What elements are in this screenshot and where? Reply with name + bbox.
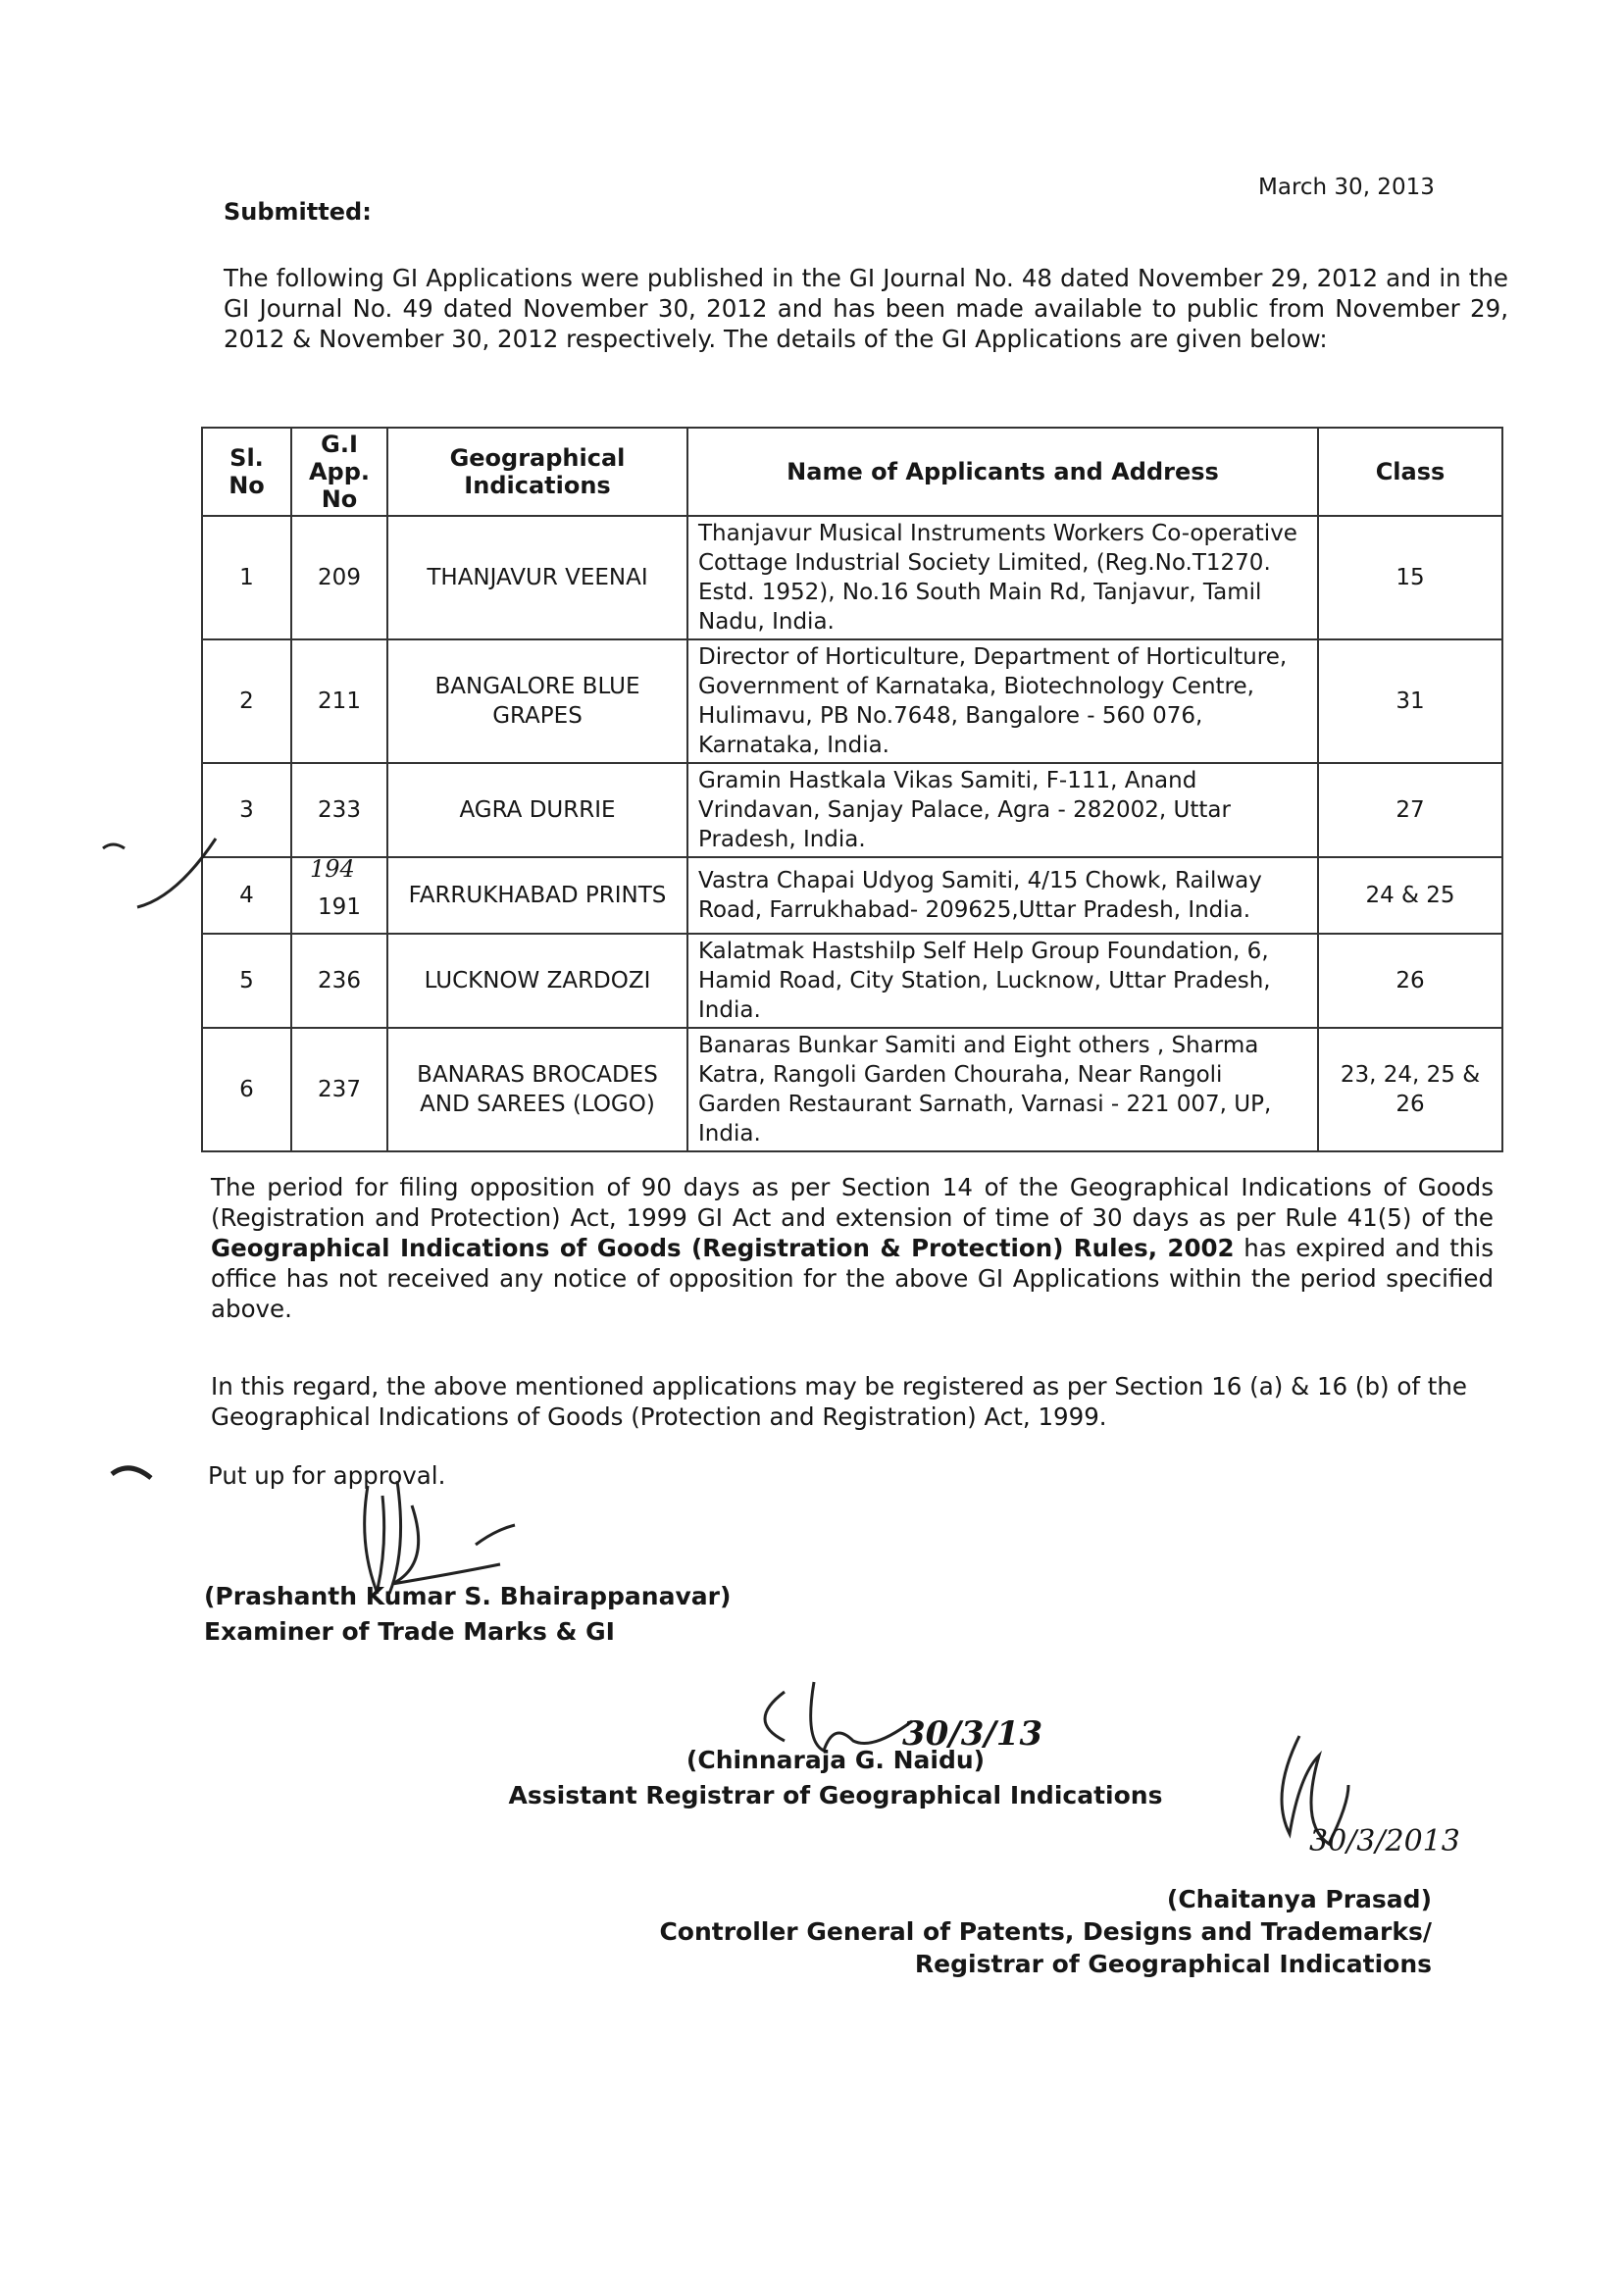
cell-gi: THANJAVUR VEENAI	[387, 516, 687, 639]
cell-gi: LUCKNOW ZARDOZI	[387, 934, 687, 1028]
cell-gi: FARRUKHABAD PRINTS	[387, 857, 687, 934]
cell-app: 237	[291, 1028, 387, 1151]
cell-app: 236	[291, 934, 387, 1028]
header-app-no: G.I App. No	[291, 428, 387, 516]
controller-title-1: Controller General of Patents, Designs and Trademarks/	[659, 1917, 1432, 1946]
regard-paragraph: In this regard, the above mentioned applications may be registered as per Section 16 (a) & 16 (b) of the Geographical Indications of Goods (Protection and Registration) Act, 1999.	[211, 1372, 1467, 1431]
examiner-title: Examiner of Trade Marks & GI	[204, 1617, 615, 1646]
controller-hand-date: 30/3/2013	[1309, 1824, 1460, 1859]
cell-gi: BANARAS BROCADES AND SAREES (LOGO)	[387, 1028, 687, 1151]
table-row	[202, 934, 1502, 1028]
cell-app: 233	[291, 763, 387, 857]
table-row	[202, 763, 1502, 857]
controller-block	[549, 1883, 1432, 1980]
cell-applicant: Thanjavur Musical Instruments Workers Co-operative Cottage Industrial Society Limited, (Reg.No.T1270. Estd. 1952), No.16 South Main Rd, Tanjavur, Tamil Nadu, India.	[687, 516, 1318, 639]
cell-gi: BANGALORE BLUE GRAPES	[387, 639, 687, 763]
cell-applicant: Vastra Chapai Udyog Samiti, 4/15 Chowk, Railway Road, Farrukhabad- 209625,Uttar Pradesh, India.	[687, 857, 1318, 934]
cell-class: 26	[1318, 934, 1502, 1028]
controller-title-2: Registrar of Geographical Indications	[914, 1950, 1432, 1978]
cell-applicant: Banaras Bunkar Samiti and Eight others , Sharma Katra, Rangoli Garden Chouraha, Near Rangoli Garden Restaurant Sarnath, Varnasi - 221 007, UP, India.	[687, 1028, 1318, 1151]
cell-applicant: Director of Horticulture, Department of Horticulture, Government of Karnataka, Biotechnology Centre, Hulimavu, PB No.7648, Bangalore - 560 076, Karnataka, India.	[687, 639, 1318, 763]
header-class: Class	[1318, 428, 1502, 516]
letter-date: March 30, 2013	[1258, 175, 1435, 200]
controller-name: (Chaitanya Prasad)	[1166, 1885, 1432, 1913]
table-row	[202, 516, 1502, 639]
header-sl-no: Sl. No	[202, 428, 291, 516]
examiner-name: (Prashanth Kumar S. Bhairappanavar)	[204, 1582, 732, 1610]
cell-app: 211	[291, 639, 387, 763]
gi-applications-table	[201, 427, 1503, 1152]
examiner-block	[204, 1579, 731, 1650]
assistant-registrar-name: (Chinnaraja G. Naidu)	[685, 1746, 986, 1774]
assistant-registrar-title: Assistant Registrar of Geographical Indications	[508, 1781, 1163, 1809]
header-gi: Geographical Indications	[387, 428, 687, 516]
cell-sl: 6	[202, 1028, 291, 1151]
assistant-registrar-block	[463, 1743, 1208, 1813]
table-header-row	[202, 428, 1502, 516]
table-row	[202, 857, 1502, 934]
cell-class: 27	[1318, 763, 1502, 857]
row4-app-no: 191	[318, 894, 361, 920]
cell-sl: 2	[202, 639, 291, 763]
put-up-note: Put up for approval.	[208, 1461, 446, 1490]
asst-hand-date: 30/3/13	[902, 1714, 1043, 1754]
cell-class: 23, 24, 25 & 26	[1318, 1028, 1502, 1151]
cell-sl: 4	[202, 857, 291, 934]
cell-applicant: Gramin Hastkala Vikas Samiti, F-111, Anand Vrindavan, Sanjay Palace, Agra - 282002, Uttar Pradesh, India.	[687, 763, 1318, 857]
cell-class: 24 & 25	[1318, 857, 1502, 934]
header-applicant: Name of Applicants and Address	[687, 428, 1318, 516]
cell-sl: 3	[202, 763, 291, 857]
intro-paragraph: The following GI Applications were published in the GI Journal No. 48 dated November 29, 2012 and in the GI Journal No. 49 dated November 30, 2012 and has been made available to public from November 29, 2012 & November 30, 2012 respectively. The details of the GI Applications are given below:	[224, 264, 1508, 353]
margin-dash-mark	[108, 1456, 157, 1486]
cell-class: 31	[1318, 639, 1502, 763]
cell-gi: AGRA DURRIE	[387, 763, 687, 857]
row4-hand-app-no: 194	[310, 855, 355, 883]
table-row	[202, 639, 1502, 763]
opposition-paragraph	[211, 1172, 1494, 1324]
submitted-heading: Submitted:	[224, 198, 372, 226]
margin-tick-mark	[98, 829, 226, 917]
cell-app: 209	[291, 516, 387, 639]
cell-sl: 5	[202, 934, 291, 1028]
rules-name: Geographical Indications of Goods (Registration & Protection) Rules, 2002	[211, 1234, 1235, 1262]
cell-sl: 1	[202, 516, 291, 639]
opposition-text-1: The period for filing opposition of 90 days as per Section 14 of the Geographical Indications of Goods (Registration and Protection) Act, 1999 GI Act and extension of time of 30 days as per Rule 41(5) of the	[211, 1173, 1494, 1232]
cell-applicant: Kalatmak Hastshilp Self Help Group Foundation, 6, Hamid Road, City Station, Lucknow, Uttar Pradesh, India.	[687, 934, 1318, 1028]
opposition-text-2: has expired and this office has not received any notice of opposition for the above GI Applications within the period specified above.	[211, 1234, 1494, 1323]
table-row	[202, 1028, 1502, 1151]
cell-class: 15	[1318, 516, 1502, 639]
cell-app	[291, 857, 387, 934]
